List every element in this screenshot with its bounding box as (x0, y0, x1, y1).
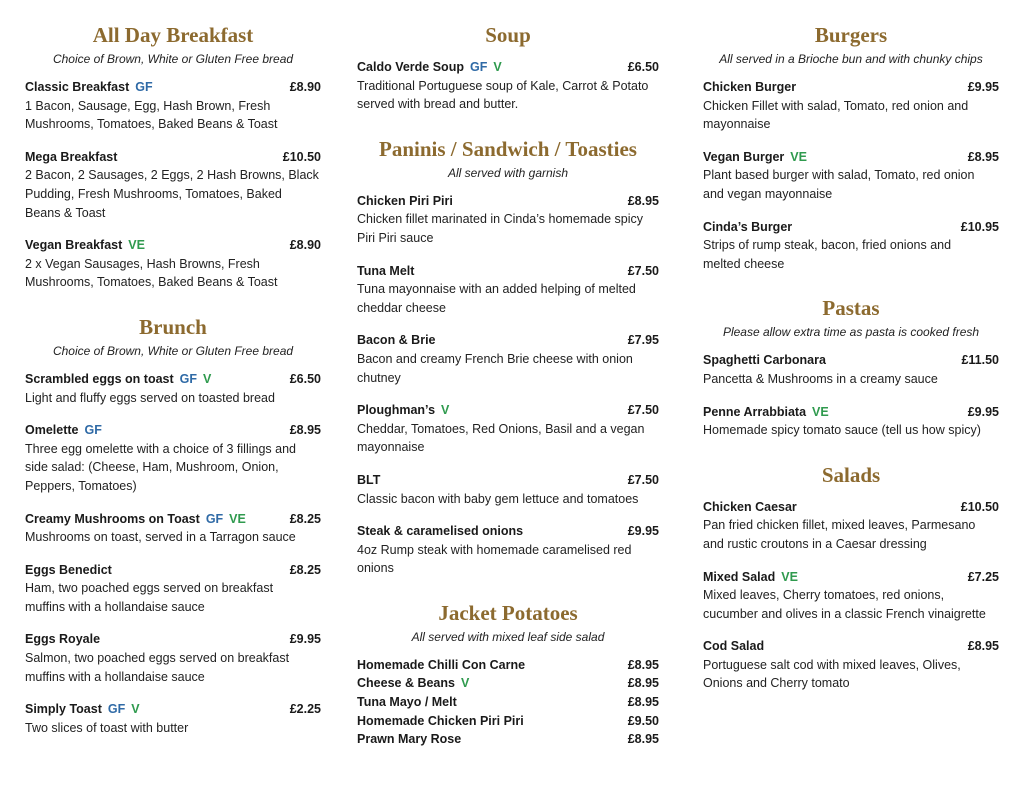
menu-column-left (25, 19, 321, 751)
item-price: £8.25 (289, 562, 321, 577)
section-subtitle: All served with garnish (447, 165, 569, 180)
item-name-wrap (703, 498, 797, 517)
item-description: mayonnaise (357, 440, 425, 455)
item-header (703, 148, 999, 167)
section-heading: Salads (821, 462, 881, 487)
item-name: Spaghetti Carbonara (703, 353, 826, 368)
item-name-wrap (357, 262, 414, 281)
item-description: Three egg omelette with a choice of 3 fillings and (25, 441, 296, 456)
item-description: Tuna mayonnaise with an added helping of melted (357, 282, 636, 297)
item-price: £8.95 (627, 732, 659, 747)
dietary-badge: GF (179, 371, 198, 386)
section-subtitle: Choice of Brown, White or Gluten Free bread (52, 52, 294, 66)
item-description: Salmon, two poached eggs served on breakfast (25, 651, 290, 666)
item-price: £8.90 (289, 80, 321, 94)
item-header (357, 262, 659, 281)
item-price: £8.90 (289, 238, 321, 253)
item-name: Mixed Salad (703, 569, 776, 584)
item-price: £8.95 (967, 149, 999, 164)
menu-item (357, 656, 659, 675)
menu-section (25, 19, 321, 292)
menu-item (25, 236, 321, 292)
item-list (25, 78, 321, 292)
item-description: Onions and Cherry tomato (703, 676, 850, 691)
item-description: Strips of rump steak, bacon, fried onions and (703, 238, 952, 253)
menu-item (357, 730, 659, 749)
menu-item (357, 58, 659, 114)
item-name-wrap (703, 78, 796, 97)
item-description: 1 Bacon, Sausage, Egg, Hash Brown, Fresh (25, 98, 271, 113)
item-description: Piri Piri sauce (357, 230, 434, 245)
item-description: and rustic croutons in a Caesar dressing (703, 536, 927, 551)
item-name: Omelette (25, 423, 79, 438)
item-description: chutney (357, 370, 401, 385)
item-price: £8.95 (967, 639, 999, 654)
item-description: Traditional Portuguese soup of Kale, Carrot & Potato (357, 78, 649, 93)
item-price: £10.50 (960, 499, 999, 514)
item-price: £11.50 (961, 353, 999, 368)
item-name: Eggs Royale (25, 632, 101, 647)
item-price: £8.25 (289, 511, 321, 526)
item-name: Chicken Caesar (703, 499, 797, 514)
item-header (25, 630, 321, 649)
item-name-wrap (703, 218, 792, 237)
item-price: £10.50 (282, 149, 321, 164)
item-description: melted cheese (703, 256, 785, 271)
item-price: £2.25 (289, 702, 321, 717)
item-description: Classic bacon with baby gem lettuce and tomatoes (357, 491, 639, 506)
item-name-wrap (357, 401, 449, 420)
dietary-badge: V (203, 371, 212, 386)
item-header (25, 148, 321, 167)
item-description: Plant based burger with salad, Tomato, red onion (703, 168, 975, 183)
item-name: Homemade Chicken Piri Piri (357, 713, 524, 728)
item-name: Cheese & Beans (357, 676, 455, 691)
item-name: Bacon & Brie (357, 333, 436, 348)
item-header (357, 522, 659, 541)
item-price: £8.95 (627, 695, 659, 710)
item-description: Peppers, Tomatoes) (25, 478, 137, 493)
item-description: cheddar cheese (357, 300, 446, 315)
item-price: £7.50 (627, 263, 659, 278)
menu-item (357, 331, 659, 387)
item-name-wrap (357, 730, 461, 749)
item-description: cucumber and olives in a classic French vinaigrette (703, 606, 986, 621)
item-name-wrap (703, 148, 807, 167)
item-price: £6.50 (627, 60, 659, 74)
item-name: Penne Arrabbiata (703, 404, 807, 419)
item-name: Mega Breakfast (25, 149, 118, 164)
menu-column-middle (357, 19, 659, 749)
section-subtitle: All served with mixed leaf side salad (411, 629, 605, 644)
section-heading: Pastas (822, 296, 880, 321)
item-header (703, 637, 999, 656)
item-header (703, 351, 999, 370)
item-name: BLT (357, 472, 381, 487)
item-name-wrap (357, 656, 525, 675)
item-name: Chicken Burger (703, 80, 797, 94)
item-name-wrap (703, 637, 764, 656)
item-price: £10.95 (960, 219, 999, 234)
item-name: Cod Salad (703, 639, 765, 654)
item-header (357, 712, 659, 731)
item-name-wrap (25, 630, 100, 649)
menu-item (357, 192, 659, 248)
item-header (25, 78, 321, 97)
item-description: Chicken fillet marinated in Cinda’s homemade spicy (357, 212, 644, 227)
section-heading: Soup (485, 23, 531, 47)
item-name: Steak & caramelised onions (357, 524, 524, 539)
menu-item (357, 693, 659, 712)
item-header (357, 656, 659, 675)
item-name: Tuna Mayo / Melt (357, 695, 457, 710)
item-name: Caldo Verde Soup (357, 60, 464, 74)
item-description: Ham, two poached eggs served on breakfast (25, 581, 274, 596)
menu-section (357, 19, 659, 114)
item-description: Mushrooms, Tomatoes, Baked Beans & Toast (25, 117, 278, 132)
item-name: Classic Breakfast (25, 80, 130, 94)
menu-item (703, 351, 999, 388)
item-name-wrap (703, 351, 826, 370)
item-name-wrap (25, 561, 112, 580)
item-price: £8.95 (627, 193, 659, 208)
menu-item (703, 218, 999, 274)
item-name-wrap (25, 78, 153, 97)
menu-section (357, 133, 659, 578)
item-name: Prawn Mary Rose (357, 732, 462, 747)
item-list (25, 370, 321, 738)
section-heading: Paninis / Sandwich / Toasties (379, 136, 637, 161)
menu-item (703, 403, 999, 440)
item-name-wrap (25, 700, 140, 719)
item-description: side salad: (Cheese, Ham, Mushroom, Onion, (25, 460, 279, 475)
section-heading: Burgers (814, 23, 888, 47)
item-name-wrap (357, 192, 453, 211)
item-description: Pancetta & Mushrooms in a creamy sauce (703, 371, 938, 386)
section-heading: Jacket Potatoes (438, 600, 578, 625)
dietary-badge: V (441, 403, 450, 418)
item-header (357, 192, 659, 211)
item-description: Homemade spicy tomato sauce (tell us how spicy) (703, 423, 981, 438)
item-header (357, 331, 659, 350)
menu-item (25, 370, 321, 407)
dietary-badge: VE (790, 149, 807, 164)
item-header (703, 218, 999, 237)
menu-column-right (703, 19, 999, 707)
item-name: Tuna Melt (357, 263, 415, 278)
menu-item (703, 78, 999, 134)
menu-item (25, 510, 321, 547)
dietary-badge: V (493, 60, 502, 74)
item-name-wrap (25, 370, 211, 389)
item-price: £7.50 (627, 472, 659, 487)
item-name-wrap (25, 236, 145, 255)
item-name-wrap (357, 693, 457, 712)
item-description: mayonnaise (703, 117, 771, 132)
menu-item (25, 421, 321, 495)
menu-item (357, 712, 659, 731)
menu-section (703, 459, 999, 693)
item-header (357, 730, 659, 749)
item-header (703, 498, 999, 517)
item-name: Creamy Mushrooms on Toast (25, 511, 200, 526)
item-price: £8.95 (289, 423, 321, 438)
item-name-wrap (357, 471, 380, 490)
item-name-wrap (25, 421, 102, 440)
item-description: Pudding, Fresh Mushrooms, Tomatoes, Baked (25, 186, 282, 201)
item-header (703, 403, 999, 422)
item-price: £8.95 (627, 676, 659, 691)
menu-item (25, 630, 321, 686)
item-header (25, 561, 321, 580)
item-description: muffins with a hollandaise sauce (25, 599, 205, 614)
item-description: Chicken Fillet with salad, Tomato, red onion and (703, 98, 969, 113)
item-name: Eggs Benedict (25, 562, 112, 577)
dietary-badge: V (460, 676, 470, 691)
item-name: Ploughman’s (357, 403, 436, 418)
menu-item (357, 262, 659, 318)
item-price: £7.25 (967, 569, 999, 584)
menu-item (357, 471, 659, 508)
menu-item (703, 148, 999, 204)
menu-section (703, 292, 999, 439)
item-header (357, 58, 659, 77)
item-list (357, 656, 659, 749)
menu-item (25, 561, 321, 617)
item-list (703, 498, 999, 693)
item-description: Cheddar, Tomatoes, Red Onions, Basil and a vegan (357, 421, 645, 436)
menu-section (357, 597, 659, 749)
dietary-badge: GF (84, 423, 102, 438)
item-name-wrap (357, 674, 469, 693)
item-name: Chicken Piri Piri (357, 193, 453, 208)
dietary-badge: GF (107, 702, 126, 717)
item-description: Light and fluffy eggs served on toasted bread (25, 390, 275, 405)
item-name: Homemade Chilli Con Carne (357, 657, 526, 672)
menu-item (703, 568, 999, 624)
item-price: £9.50 (627, 713, 659, 728)
item-name: Scrambled eggs on toast (25, 371, 174, 386)
menu-section (703, 19, 999, 273)
dietary-badge: GF (135, 80, 153, 94)
item-name-wrap (357, 331, 436, 350)
menu-item (703, 637, 999, 693)
dietary-badge: VE (781, 569, 798, 584)
item-description: muffins with a hollandaise sauce (25, 669, 205, 684)
item-header (703, 568, 999, 587)
menu-section (25, 311, 321, 738)
item-price: £6.50 (289, 371, 321, 386)
dietary-badge: GF (205, 511, 224, 526)
item-name-wrap (703, 568, 798, 587)
dietary-badge: V (131, 702, 140, 717)
item-list (703, 78, 999, 273)
item-name: Vegan Breakfast (25, 238, 123, 253)
item-name-wrap (25, 510, 246, 529)
item-description: Portuguese salt cod with mixed leaves, Olives, (703, 657, 961, 672)
item-header (25, 421, 321, 440)
item-description: Bacon and creamy French Brie cheese with onion (357, 351, 633, 366)
item-description: Two slices of toast with butter (25, 720, 189, 735)
item-list (703, 351, 999, 439)
item-list (357, 192, 659, 578)
item-description: 4oz Rump steak with homemade caramelised red (357, 542, 632, 557)
item-name-wrap (357, 712, 524, 731)
item-price: £9.95 (289, 632, 321, 647)
item-price: £7.50 (627, 403, 659, 418)
menu-item (357, 401, 659, 457)
menu-item (357, 522, 659, 578)
item-description: Mushrooms on toast, served in a Tarragon sauce (25, 530, 296, 545)
item-header (357, 471, 659, 490)
item-name-wrap (25, 148, 117, 167)
item-name: Simply Toast (25, 702, 102, 717)
item-name-wrap (703, 403, 829, 422)
item-description: Pan fried chicken fillet, mixed leaves, Parmesano (703, 518, 976, 533)
item-name-wrap (357, 58, 502, 77)
item-description: 2 x Vegan Sausages, Hash Browns, Fresh (25, 256, 260, 271)
item-description: Mixed leaves, Cherry tomatoes, red onions, (703, 588, 945, 603)
item-price: £8.95 (627, 657, 659, 672)
item-description: served with bread and butter. (357, 97, 519, 112)
section-subtitle: Choice of Brown, White or Gluten Free bread (52, 343, 294, 358)
item-header (357, 401, 659, 420)
item-header (703, 78, 999, 97)
item-header (357, 674, 659, 693)
item-price: £9.95 (627, 524, 659, 539)
section-subtitle: Please allow extra time as pasta is cooked fresh (722, 325, 980, 340)
item-header (25, 700, 321, 719)
menu-item (25, 148, 321, 222)
item-description: Mushrooms, Tomatoes, Baked Beans & Toast (25, 275, 278, 290)
item-name: Cinda’s Burger (703, 219, 793, 234)
item-description: onions (357, 561, 394, 576)
item-header (25, 236, 321, 255)
dietary-badge: VE (229, 511, 246, 526)
item-name: Vegan Burger (703, 149, 785, 164)
dietary-badge: VE (128, 238, 145, 253)
section-heading: Brunch (139, 314, 207, 339)
item-description: and vegan mayonnaise (703, 186, 833, 201)
dietary-badge: VE (812, 404, 829, 419)
menu-item (357, 674, 659, 693)
section-heading: All Day Breakfast (92, 23, 254, 47)
menu-item (25, 78, 321, 134)
item-price: £9.95 (967, 80, 999, 94)
item-price: £9.95 (967, 404, 999, 419)
section-subtitle: All served in a Brioche bun and with chunky chips (719, 52, 983, 66)
item-description: Beans & Toast (25, 205, 106, 220)
menu-item (703, 498, 999, 554)
item-header (25, 370, 321, 389)
dietary-badge: GF (469, 60, 488, 74)
item-list (357, 58, 659, 114)
menu-item (25, 700, 321, 737)
item-header (357, 693, 659, 712)
item-description: 2 Bacon, 2 Sausages, 2 Eggs, 2 Hash Browns, Black (25, 168, 319, 183)
item-name-wrap (357, 522, 523, 541)
item-price: £7.95 (627, 333, 659, 348)
item-header (25, 510, 321, 529)
